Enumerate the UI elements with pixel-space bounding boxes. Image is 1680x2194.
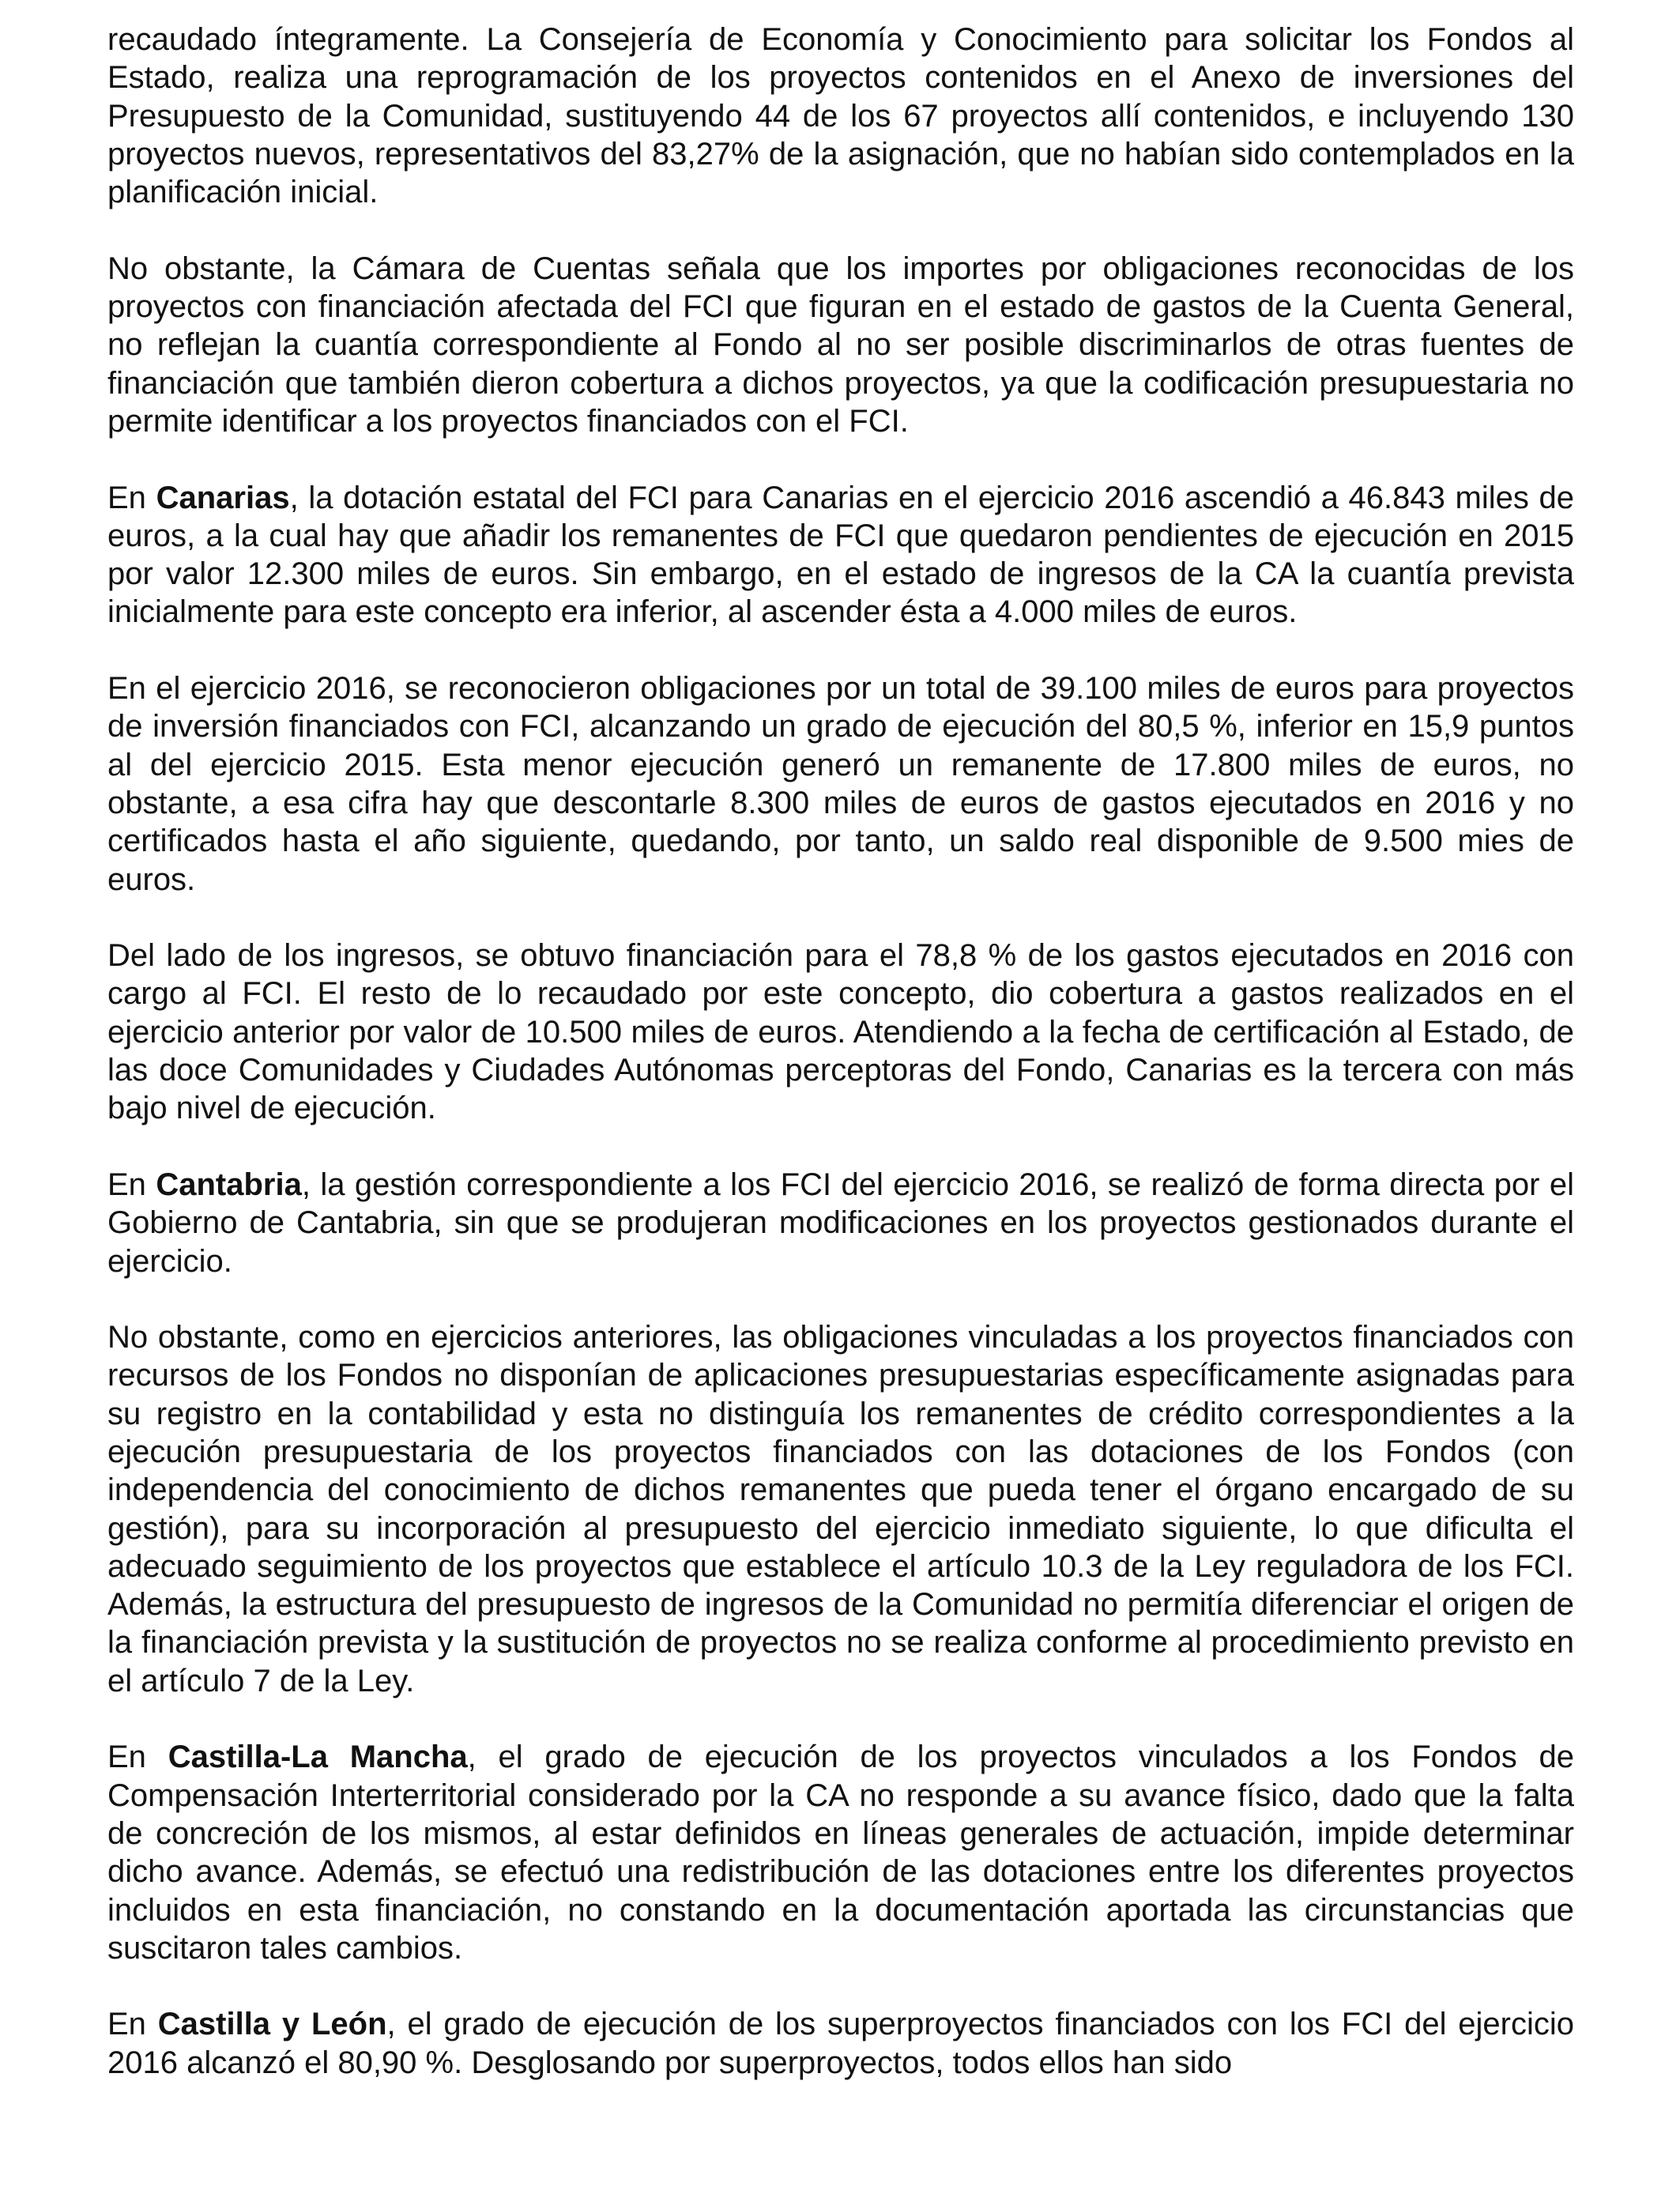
paragraph-text: No obstante, como en ejercicios anteriores, las obligaciones vinculadas a los proyectos financiados con recursos de los Fondos no disponían de aplicaciones presupuestarias específicamente asignadas para su registro en la contabilidad y esta no distinguía los remanentes de crédito correspondientes a la ejecución presupuestaria de los proyectos financiados con las dotaciones de los Fondos (con independencia del conocimiento de dichos remanentes que pueda tener el órgano encargado de su gestión), para su incorporación al presupuesto del ejercicio inmediato siguiente, lo que dificulta el adecuado seguimiento de los proyectos que establece el artículo 10.3 de la Ley reguladora de los FCI. Además, la estructura del presupuesto de ingresos de la Comunidad no permitía diferenciar el origen de la financiación prevista y la sustitución de proyectos no se realiza conforme al procedimiento previsto en el artículo 7 de la Ley. bbox=[107, 1320, 1574, 1698]
paragraph-text: , la gestión correspondiente a los FCI del ejercicio 2016, se realizó de forma directa por el Gobierno de Cantabria, sin que se produjeran modificaciones en los proyectos gestionados durante el ejercicio. bbox=[107, 1167, 1574, 1279]
paragraph-castilla-la-mancha bbox=[107, 1738, 1574, 1967]
region-name-castilla-la-mancha: Castilla-La Mancha bbox=[168, 1740, 468, 1775]
paragraph-text: recaudado íntegramente. La Consejería de Economía y Conocimiento para solicitar los Fondos al Estado, realiza una reprogramación de los proyectos contenidos en el Anexo de inversiones del Presupuesto de la Comunidad, sustituyendo 44 de los 67 proyectos allí contenidos, e incluyendo 130 proyectos nuevos, representativos del 83,27% de la asignación, que no habían sido contemplados en la planificación inicial. bbox=[107, 22, 1574, 210]
paragraph-anexo-inversiones bbox=[107, 21, 1574, 211]
paragraph-cantabria-gestion bbox=[107, 1166, 1574, 1280]
paragraph-text: En el ejercicio 2016, se reconocieron obligaciones por un total de 39.100 miles de euros para proyectos de inversión financiados con FCI, alcanzando un grado de ejecución del 80,5 %, inferior en 15,9 puntos al del ejercicio 2015. Esta menor ejecución generó un remanente de 17.800 miles de euros, no obstante, a esa cifra hay que descontarle 8.300 miles de euros de gastos ejecutados en 2016 y no certificados hasta el año siguiente, quedando, por tanto, un saldo real disponible de 9.500 mies de euros. bbox=[107, 671, 1574, 897]
paragraph-lead: En bbox=[107, 1167, 156, 1202]
paragraph-canarias-obligaciones bbox=[107, 669, 1574, 899]
paragraph-cantabria-obligaciones bbox=[107, 1318, 1574, 1700]
paragraph-text: , la dotación estatal del FCI para Canarias en el ejercicio 2016 ascendió a 46.843 miles de euros, a la cual hay que añadir los remanentes de FCI que quedaron pendientes de ejecución en 2015 por valor 12.300 miles de euros. Sin embargo, en el estado de ingresos de la CA la cuantía prevista inicialmente para este concepto era inferior, al ascender ésta a 4.000 miles de euros. bbox=[107, 480, 1574, 630]
paragraph-canarias-dotacion bbox=[107, 479, 1574, 631]
paragraph-text: , el grado de ejecución de los superproyectos financiados con los FCI del ejercicio 2016 alcanzó el 80,90 %. Desglosando por superproyectos, todos ellos han sido bbox=[107, 2007, 1574, 2080]
region-name-castilla-y-leon: Castilla y León bbox=[157, 2007, 387, 2042]
paragraph-castilla-y-leon bbox=[107, 2005, 1574, 2082]
paragraph-text: Del lado de los ingresos, se obtuvo financiación para el 78,8 % de los gastos ejecutados en 2016 con cargo al FCI. El resto de lo recaudado por este concepto, dio cobertura a gastos realizados en el ejercicio anterior por valor de 10.500 miles de euros. Atendiendo a la fecha de certificación al Estado, de las doce Comunidades y Ciudades Autónomas perceptoras del Fondo, Canarias es la tercera con más bajo nivel de ejecución. bbox=[107, 938, 1574, 1126]
region-name-cantabria: Cantabria bbox=[156, 1167, 302, 1202]
paragraph-canarias-ingresos bbox=[107, 937, 1574, 1127]
paragraph-lead: En bbox=[107, 1740, 168, 1775]
document-page bbox=[107, 21, 1574, 2082]
paragraph-lead: En bbox=[107, 2007, 158, 2042]
paragraph-text: , el grado de ejecución de los proyectos vinculados a los Fondos de Compensación Interterritorial considerado por la CA no responde a su avance físico, dado que la falta de concreción de los mismos, al estar definidos en líneas generales de actuación, impide determinar dicho avance. Además, se efectuó una redistribución de las dotaciones entre los diferentes proyectos incluidos en esta financiación, no constando en la documentación aportada las circunstancias que suscitaron tales cambios. bbox=[107, 1740, 1575, 1966]
paragraph-lead: En bbox=[107, 480, 156, 515]
paragraph-text: No obstante, la Cámara de Cuentas señala que los importes por obligaciones reconocidas de los proyectos con financiación afectada del FCI que figuran en el estado de gastos de la Cuenta General, no reflejan la cuantía correspondiente al Fondo al no ser posible discriminarlos de otras fuentes de financiación que también dieron cobertura a dichos proyectos, ya que la codificación presupuestaria no permite identificar a los proyectos financiados con el FCI. bbox=[107, 251, 1574, 439]
region-name-canarias: Canarias bbox=[156, 480, 290, 515]
paragraph-camara-cuentas bbox=[107, 250, 1574, 440]
